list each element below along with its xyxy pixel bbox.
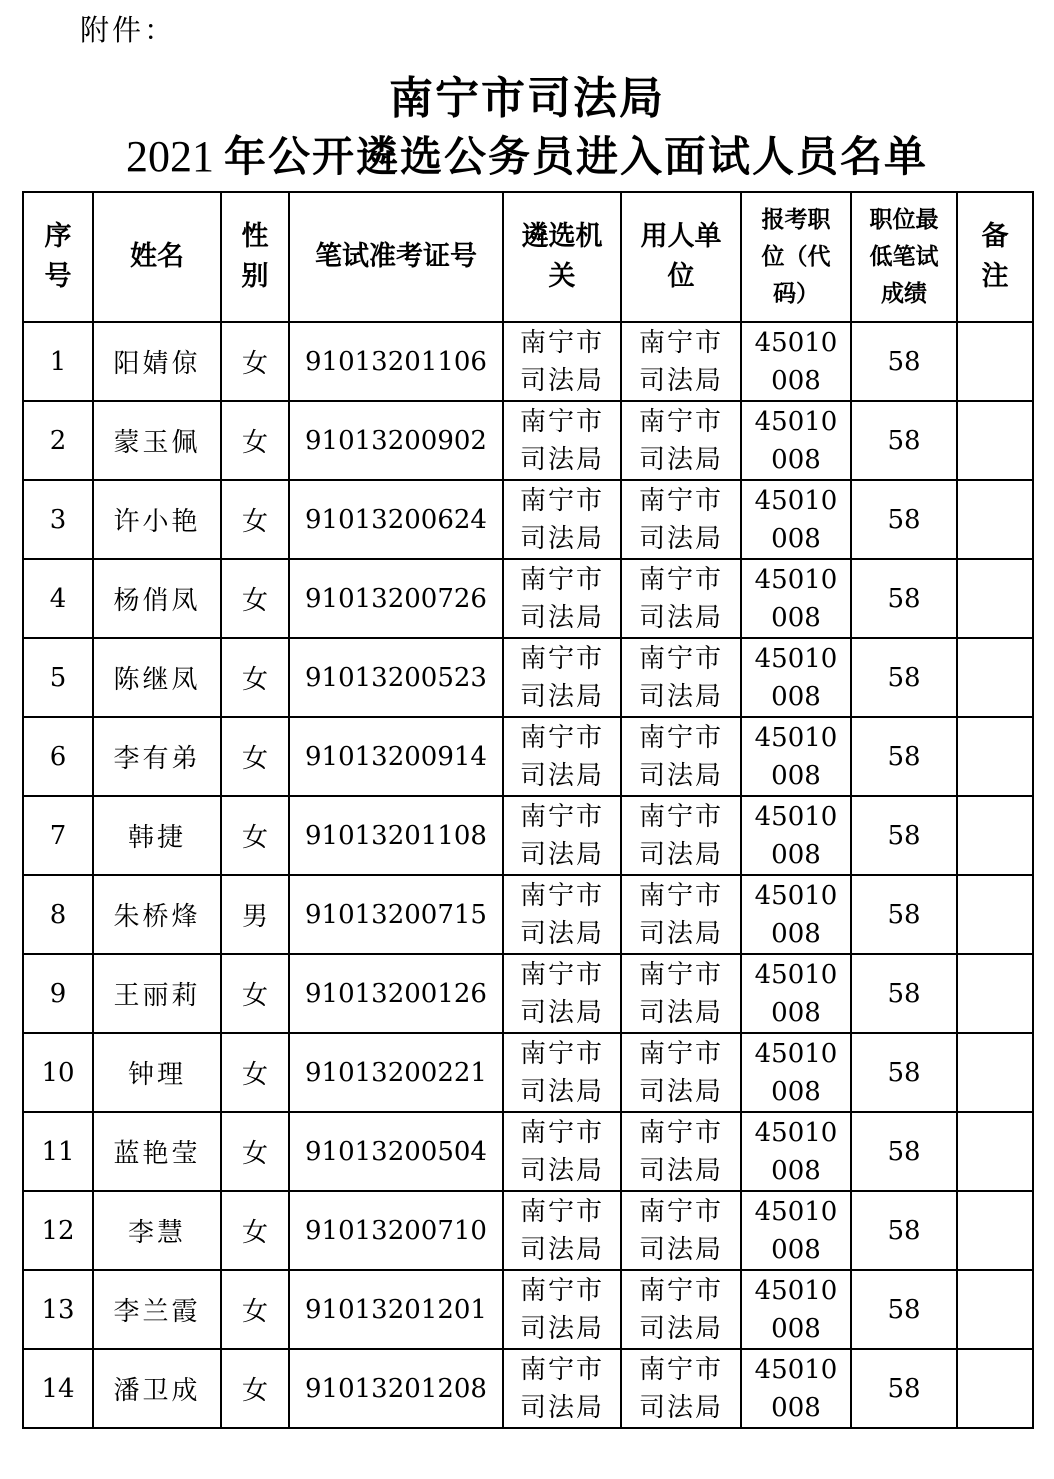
cell-remarks — [957, 1349, 1033, 1428]
cell-min-score: 58 — [851, 875, 957, 954]
cell-exam-id: 91013200221 — [289, 1033, 503, 1112]
cell-employer-line: 南宁市 — [638, 406, 723, 437]
cell-agency-line: 南宁市 — [519, 1196, 604, 1227]
header-remarks — [957, 192, 1033, 322]
header-name-line: 姓名 — [130, 241, 184, 272]
cell-gender: 女 — [221, 717, 289, 796]
cell-employer-line: 司法局 — [638, 1313, 723, 1344]
header-min-score-line: 职位最 — [869, 206, 939, 233]
cell-name: 王丽莉 — [93, 954, 221, 1033]
cell-position-line: 45010 — [754, 801, 838, 832]
cell-employer — [621, 1112, 741, 1191]
cell-employer — [621, 322, 741, 401]
table-row — [23, 1349, 1033, 1428]
cell-remarks — [957, 480, 1033, 559]
cell-seq: 14 — [23, 1349, 93, 1428]
table-row — [23, 717, 1033, 796]
cell-min-score: 58 — [851, 796, 957, 875]
cell-name: 许小艳 — [93, 480, 221, 559]
cell-employer — [621, 401, 741, 480]
cell-gender: 女 — [221, 1112, 289, 1191]
header-seq-line: 号 — [44, 261, 72, 292]
cell-min-score: 58 — [851, 1349, 957, 1428]
header-agency-line: 关 — [548, 261, 576, 292]
cell-remarks — [957, 717, 1033, 796]
cell-agency-line: 司法局 — [519, 444, 604, 475]
cell-agency-line: 司法局 — [519, 760, 604, 791]
header-position-line: 码） — [773, 280, 819, 307]
cell-position — [741, 1349, 851, 1428]
header-agency — [503, 192, 621, 322]
cell-agency-line: 司法局 — [519, 602, 604, 633]
cell-position-line: 45010 — [754, 880, 838, 911]
cell-agency-line: 司法局 — [519, 997, 604, 1028]
cell-position — [741, 717, 851, 796]
cell-agency — [503, 954, 621, 1033]
cell-position-line: 008 — [771, 918, 821, 949]
header-remarks-line: 注 — [981, 261, 1009, 292]
cell-min-score: 58 — [851, 1191, 957, 1270]
cell-remarks — [957, 1270, 1033, 1349]
cell-agency-line: 南宁市 — [519, 801, 604, 832]
header-gender-line: 性 — [241, 221, 269, 252]
cell-agency-line: 司法局 — [519, 365, 604, 396]
cell-remarks — [957, 1191, 1033, 1270]
cell-name: 李兰霞 — [93, 1270, 221, 1349]
cell-min-score: 58 — [851, 717, 957, 796]
cell-min-score: 58 — [851, 480, 957, 559]
cell-employer-line: 南宁市 — [638, 327, 723, 358]
cell-exam-id: 91013201208 — [289, 1349, 503, 1428]
cell-min-score: 58 — [851, 322, 957, 401]
cell-exam-id: 91013200523 — [289, 638, 503, 717]
cell-exam-id: 91013200624 — [289, 480, 503, 559]
cell-employer-line: 南宁市 — [638, 643, 723, 674]
attachment-label: 附件： — [80, 13, 177, 47]
cell-agency — [503, 1033, 621, 1112]
cell-min-score: 58 — [851, 1033, 957, 1112]
cell-employer-line: 南宁市 — [638, 959, 723, 990]
cell-exam-id: 91013201108 — [289, 796, 503, 875]
cell-seq: 10 — [23, 1033, 93, 1112]
cell-remarks — [957, 401, 1033, 480]
cell-exam-id: 91013200726 — [289, 559, 503, 638]
cell-name: 阳婧倞 — [93, 322, 221, 401]
header-min-score-line: 成绩 — [881, 280, 927, 307]
cell-employer — [621, 1033, 741, 1112]
header-employer-line: 位 — [667, 261, 695, 292]
subtitle-year: 2021 — [125, 132, 214, 181]
cell-employer-line: 司法局 — [638, 1155, 723, 1186]
cell-seq: 11 — [23, 1112, 93, 1191]
cell-position-line: 008 — [771, 523, 821, 554]
cell-exam-id: 91013201201 — [289, 1270, 503, 1349]
cell-min-score: 58 — [851, 1112, 957, 1191]
cell-agency-line: 南宁市 — [519, 643, 604, 674]
cell-employer-line: 南宁市 — [638, 1354, 723, 1385]
cell-remarks — [957, 559, 1033, 638]
cell-position — [741, 875, 851, 954]
cell-employer-line: 司法局 — [638, 1392, 723, 1423]
cell-agency — [503, 717, 621, 796]
cell-exam-id: 91013200902 — [289, 401, 503, 480]
cell-name: 李慧 — [93, 1191, 221, 1270]
header-seq — [23, 192, 93, 322]
cell-employer-line: 南宁市 — [638, 564, 723, 595]
cell-position-line: 008 — [771, 444, 821, 475]
cell-employer-line: 南宁市 — [638, 801, 723, 832]
header-gender — [221, 192, 289, 322]
cell-position-line: 45010 — [754, 643, 838, 674]
cell-position — [741, 322, 851, 401]
cell-remarks — [957, 875, 1033, 954]
cell-employer-line: 司法局 — [638, 602, 723, 633]
cell-position — [741, 559, 851, 638]
cell-name: 钟理 — [93, 1033, 221, 1112]
cell-position-line: 008 — [771, 839, 821, 870]
header-min-score — [851, 192, 957, 322]
cell-name: 陈继凤 — [93, 638, 221, 717]
header-position-line: 报考职 — [761, 206, 831, 233]
cell-employer-line: 南宁市 — [638, 1196, 723, 1227]
cell-agency-line: 南宁市 — [519, 880, 604, 911]
table-row — [23, 638, 1033, 717]
cell-position — [741, 1191, 851, 1270]
header-position-line: 位（代 — [761, 243, 831, 270]
cell-seq: 1 — [23, 322, 93, 401]
cell-position — [741, 1112, 851, 1191]
cell-agency-line: 南宁市 — [519, 1275, 604, 1306]
cell-agency-line: 司法局 — [519, 1313, 604, 1344]
interview-roster-table — [22, 191, 1034, 1429]
cell-gender: 女 — [221, 559, 289, 638]
cell-agency-line: 南宁市 — [519, 406, 604, 437]
header-position — [741, 192, 851, 322]
header-exam-id — [289, 192, 503, 322]
table-row — [23, 1033, 1033, 1112]
cell-employer-line: 司法局 — [638, 839, 723, 870]
cell-agency-line: 南宁市 — [519, 327, 604, 358]
cell-name: 朱桥烽 — [93, 875, 221, 954]
cell-exam-id: 91013200715 — [289, 875, 503, 954]
document-title: 南宁市司法局 — [389, 73, 665, 124]
cell-position — [741, 954, 851, 1033]
cell-position-line: 45010 — [754, 406, 838, 437]
cell-agency-line: 司法局 — [519, 918, 604, 949]
cell-employer-line: 南宁市 — [638, 485, 723, 516]
cell-employer — [621, 638, 741, 717]
cell-name: 韩捷 — [93, 796, 221, 875]
cell-position-line: 45010 — [754, 485, 838, 516]
header-name — [93, 192, 221, 322]
table-row — [23, 954, 1033, 1033]
cell-agency — [503, 1191, 621, 1270]
cell-agency-line: 南宁市 — [519, 1038, 604, 1069]
table-header-row — [23, 192, 1033, 322]
table-row — [23, 1112, 1033, 1191]
cell-employer-line: 司法局 — [638, 918, 723, 949]
cell-position-line: 45010 — [754, 1117, 838, 1148]
header-min-score-line: 低笔试 — [869, 243, 939, 270]
cell-employer-line: 司法局 — [638, 1234, 723, 1265]
cell-employer — [621, 875, 741, 954]
cell-employer-line: 南宁市 — [638, 880, 723, 911]
cell-agency — [503, 1112, 621, 1191]
cell-gender: 女 — [221, 1033, 289, 1112]
cell-position-line: 008 — [771, 1392, 821, 1423]
cell-gender: 女 — [221, 322, 289, 401]
cell-agency-line: 司法局 — [519, 839, 604, 870]
cell-seq: 3 — [23, 480, 93, 559]
cell-position-line: 45010 — [754, 327, 838, 358]
cell-position-line: 008 — [771, 1234, 821, 1265]
cell-employer-line: 司法局 — [638, 681, 723, 712]
cell-remarks — [957, 954, 1033, 1033]
header-seq-line: 序 — [44, 221, 72, 252]
cell-position — [741, 796, 851, 875]
table-row — [23, 480, 1033, 559]
cell-gender: 女 — [221, 638, 289, 717]
cell-min-score: 58 — [851, 638, 957, 717]
table-row — [23, 401, 1033, 480]
cell-exam-id: 91013201106 — [289, 322, 503, 401]
cell-name: 蒙玉佩 — [93, 401, 221, 480]
cell-seq: 4 — [23, 559, 93, 638]
cell-position-line: 008 — [771, 365, 821, 396]
cell-gender: 男 — [221, 875, 289, 954]
header-employer — [621, 192, 741, 322]
cell-gender: 女 — [221, 480, 289, 559]
cell-position — [741, 401, 851, 480]
table-row — [23, 322, 1033, 401]
cell-agency-line: 司法局 — [519, 1234, 604, 1265]
cell-gender: 女 — [221, 796, 289, 875]
cell-employer-line: 南宁市 — [638, 1038, 723, 1069]
table-body — [23, 322, 1033, 1428]
cell-gender: 女 — [221, 954, 289, 1033]
header-exam-id-line: 笔试准考证号 — [315, 241, 477, 272]
cell-employer — [621, 1191, 741, 1270]
cell-position — [741, 1270, 851, 1349]
cell-employer-line: 南宁市 — [638, 1117, 723, 1148]
cell-agency-line: 南宁市 — [519, 1354, 604, 1385]
table-row — [23, 559, 1033, 638]
cell-position-line: 008 — [771, 681, 821, 712]
cell-employer-line: 司法局 — [638, 444, 723, 475]
cell-position-line: 008 — [771, 760, 821, 791]
cell-agency — [503, 875, 621, 954]
table-row — [23, 1270, 1033, 1349]
cell-gender: 女 — [221, 1191, 289, 1270]
cell-position — [741, 638, 851, 717]
cell-position-line: 45010 — [754, 722, 838, 753]
cell-name: 蓝艳莹 — [93, 1112, 221, 1191]
cell-position-line: 008 — [771, 997, 821, 1028]
header-agency-line: 遴选机 — [521, 221, 603, 252]
cell-employer-line: 司法局 — [638, 997, 723, 1028]
cell-agency-line: 南宁市 — [519, 564, 604, 595]
cell-agency — [503, 401, 621, 480]
cell-employer — [621, 717, 741, 796]
header-remarks-line: 备 — [981, 221, 1009, 252]
cell-employer — [621, 954, 741, 1033]
cell-seq: 8 — [23, 875, 93, 954]
table-row — [23, 875, 1033, 954]
cell-gender: 女 — [221, 401, 289, 480]
cell-seq: 2 — [23, 401, 93, 480]
cell-name: 潘卫成 — [93, 1349, 221, 1428]
cell-name: 杨俏凤 — [93, 559, 221, 638]
cell-employer — [621, 1270, 741, 1349]
cell-employer — [621, 480, 741, 559]
cell-position-line: 45010 — [754, 1196, 838, 1227]
cell-remarks — [957, 638, 1033, 717]
cell-remarks — [957, 1033, 1033, 1112]
cell-exam-id: 91013200126 — [289, 954, 503, 1033]
subtitle-text: 年公开遴选公务员进入面试人员名单 — [223, 132, 928, 181]
cell-agency-line: 南宁市 — [519, 485, 604, 516]
cell-agency — [503, 1270, 621, 1349]
document-subtitle — [0, 124, 1054, 184]
cell-remarks — [957, 1112, 1033, 1191]
cell-position-line: 45010 — [754, 564, 838, 595]
cell-agency-line: 南宁市 — [519, 722, 604, 753]
cell-seq: 6 — [23, 717, 93, 796]
header-employer-line: 用人单 — [640, 221, 722, 252]
cell-position-line: 008 — [771, 1313, 821, 1344]
cell-employer — [621, 1349, 741, 1428]
cell-exam-id: 91013200710 — [289, 1191, 503, 1270]
table-row — [23, 1191, 1033, 1270]
cell-agency — [503, 322, 621, 401]
header-gender-line: 别 — [241, 261, 269, 292]
cell-seq: 12 — [23, 1191, 93, 1270]
cell-employer-line: 南宁市 — [638, 722, 723, 753]
cell-position-line: 45010 — [754, 1275, 838, 1306]
cell-position-line: 008 — [771, 1155, 821, 1186]
cell-agency-line: 司法局 — [519, 681, 604, 712]
cell-agency — [503, 480, 621, 559]
cell-employer — [621, 796, 741, 875]
cell-position — [741, 1033, 851, 1112]
cell-agency — [503, 1349, 621, 1428]
cell-agency — [503, 796, 621, 875]
cell-agency-line: 司法局 — [519, 1155, 604, 1186]
cell-min-score: 58 — [851, 1270, 957, 1349]
cell-seq: 7 — [23, 796, 93, 875]
cell-position-line: 008 — [771, 1076, 821, 1107]
cell-min-score: 58 — [851, 954, 957, 1033]
cell-employer-line: 司法局 — [638, 523, 723, 554]
cell-seq: 5 — [23, 638, 93, 717]
cell-employer-line: 司法局 — [638, 1076, 723, 1107]
cell-agency-line: 南宁市 — [519, 959, 604, 990]
cell-name: 李有弟 — [93, 717, 221, 796]
cell-exam-id: 91013200914 — [289, 717, 503, 796]
cell-position — [741, 480, 851, 559]
cell-employer — [621, 559, 741, 638]
cell-agency — [503, 638, 621, 717]
cell-gender: 女 — [221, 1349, 289, 1428]
cell-seq: 9 — [23, 954, 93, 1033]
cell-agency-line: 司法局 — [519, 1076, 604, 1107]
cell-position-line: 45010 — [754, 1354, 838, 1385]
cell-position-line: 45010 — [754, 1038, 838, 1069]
cell-agency-line: 司法局 — [519, 523, 604, 554]
table-row — [23, 796, 1033, 875]
cell-employer-line: 南宁市 — [638, 1275, 723, 1306]
cell-gender: 女 — [221, 1270, 289, 1349]
cell-seq: 13 — [23, 1270, 93, 1349]
cell-remarks — [957, 796, 1033, 875]
cell-position-line: 45010 — [754, 959, 838, 990]
cell-exam-id: 91013200504 — [289, 1112, 503, 1191]
cell-employer-line: 司法局 — [638, 365, 723, 396]
cell-agency-line: 司法局 — [519, 1392, 604, 1423]
cell-agency — [503, 559, 621, 638]
cell-employer-line: 司法局 — [638, 760, 723, 791]
cell-min-score: 58 — [851, 401, 957, 480]
cell-remarks — [957, 322, 1033, 401]
cell-position-line: 008 — [771, 602, 821, 633]
cell-min-score: 58 — [851, 559, 957, 638]
cell-agency-line: 南宁市 — [519, 1117, 604, 1148]
